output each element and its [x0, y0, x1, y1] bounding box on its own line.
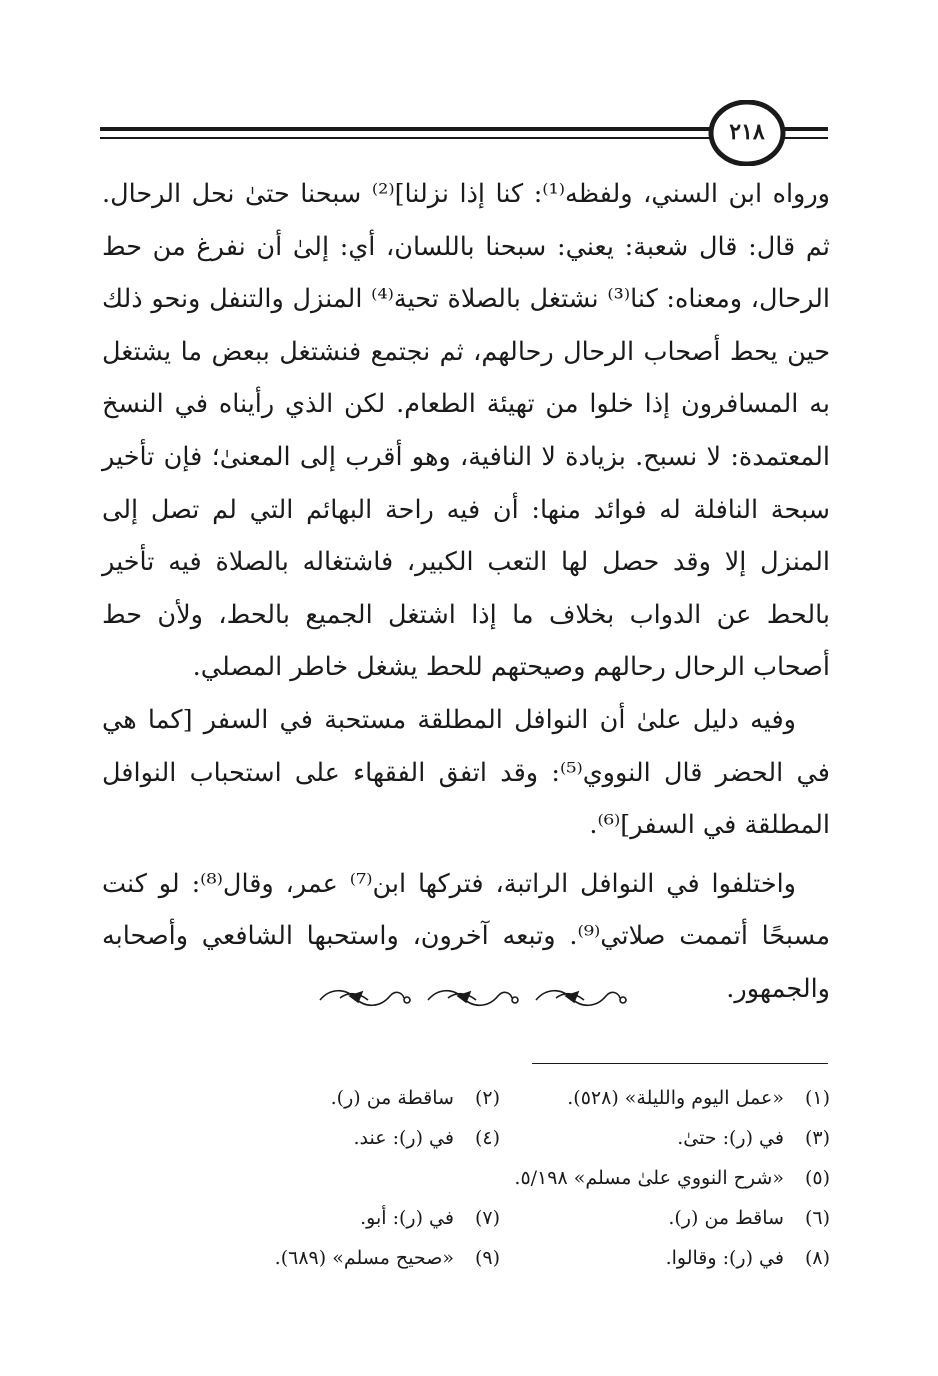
footnote-row	[150, 1198, 830, 1238]
text-line: الحضر قال النووي⁽⁵⁾: وقد اتفق الفقهاء على استحباب النوافل	[102, 757, 784, 788]
footnote-separator	[532, 1063, 828, 1064]
footnote-text: ساقطة من (ر).	[330, 1087, 454, 1109]
text-line: واختلفوا في النوافل الراتبة، فتركها ابن⁽⁷⁾ عمر، وقال⁽⁸⁾: لو كنت	[102, 868, 796, 899]
footnote-7	[170, 1198, 500, 1238]
footnote-6	[500, 1198, 830, 1238]
footnote-3	[500, 1118, 830, 1158]
footnote-row	[150, 1118, 830, 1158]
text-line: ذلك حين يحط أصحاب الرحال رحالهم، ثم نجتمع فنشتغل ببعض ما	[102, 284, 830, 367]
footnote-text: «شرح النووي علىٰ مسلم» ٥/١٩٨.	[514, 1167, 784, 1189]
footnote-number: (٤)	[474, 1127, 500, 1149]
footnote-text: في (ر): حتىٰ.	[677, 1127, 784, 1149]
text-line: تأخير بالحط عن الدواب بخلاف ما إذا اشتغل الجميع بالحط، ولأن	[102, 547, 831, 630]
page-header	[100, 100, 830, 166]
footnote-text: في (ر): وقالوا.	[665, 1247, 784, 1269]
text-line: وفيه دليل علىٰ أن النوافل المطلقة مستحبة في السفر [كما هي في	[102, 704, 830, 788]
main-text	[102, 168, 830, 1016]
footnote-number: (١)	[804, 1087, 830, 1109]
footnote-number: (٥)	[804, 1167, 830, 1189]
ornament-divider-icon	[310, 978, 630, 1018]
footnote-text: في (ر): عند.	[353, 1127, 454, 1149]
footnotes	[150, 1078, 830, 1278]
text-line: ورواه ابن السني، ولفظه⁽¹⁾: كنا إذا نزلنا]⁽²⁾ سبحنا حتىٰ نحل الرحال. ثم	[102, 179, 830, 262]
footnote-row	[150, 1158, 830, 1198]
text-line: الرحال، ومعناه: كنا⁽³⁾ نشتغل بالصلاة تحية⁽⁴⁾ المنزل والتنفل ونحو	[151, 284, 831, 315]
text-line: إلى المنزل إلا وقد حصل لها التعب الكبير، فاشتغاله بالصلاة فيه	[102, 494, 830, 578]
footnote-2	[170, 1078, 500, 1118]
footnote-number: (٣)	[804, 1127, 830, 1149]
footnote-5	[150, 1158, 830, 1198]
footnote-row	[150, 1238, 830, 1278]
text-line: المطلقة في السفر]⁽⁶⁾.	[589, 810, 830, 841]
text-line: قال: قال شعبة: يعني: سبحنا باللسان، أي: إلىٰ أن نفرغ من حط	[102, 231, 796, 262]
text-line: فإن تأخير سبحة النافلة له فوائد منها: أن فيه راحة البهائم التي لم تصل	[102, 441, 831, 525]
paragraph-1	[102, 168, 830, 694]
footnote-row	[150, 1078, 830, 1118]
footnote-text: «عمل اليوم والليلة» (٥٢٨).	[567, 1087, 784, 1109]
footnote-text: ساقط من (ر).	[668, 1207, 784, 1229]
text-line: والجمهور.	[726, 973, 830, 1004]
page-number: ٢١٨	[729, 119, 765, 145]
footnote-number: (٧)	[474, 1207, 500, 1229]
text-line: حط أصحاب الرحال رحالهم وصيحتهم للحط يشغل خاطر المصلي.	[102, 599, 830, 683]
paragraph-2	[102, 694, 830, 852]
footnote-8	[500, 1238, 830, 1278]
footnote-1	[500, 1078, 830, 1118]
text-line: يشتغل به المسافرون إذا خلوا من تهيئة الطعام. لكن الذي رأيناه في	[102, 336, 830, 420]
footnote-9	[170, 1238, 500, 1278]
footnote-number: (٢)	[474, 1087, 500, 1109]
footnote-number: (٦)	[804, 1207, 830, 1229]
footnote-text: «صحيح مسلم» (٦٨٩).	[274, 1247, 454, 1269]
footnote-text: في (ر): أبو.	[360, 1207, 454, 1229]
text-line: مسبحًا أتممت صلاتي⁽⁹⁾. وتبعه آخرون، واستحبها الشافعي وأصحابه	[102, 921, 830, 952]
text-line: النسخ المعتمدة: لا نسبح. بزيادة لا النافية، وهو أقرب إلى المعنىٰ؛	[102, 389, 831, 472]
footnote-number: (٩)	[474, 1247, 500, 1269]
footnote-number: (٨)	[804, 1247, 830, 1269]
footnote-4	[170, 1118, 500, 1158]
